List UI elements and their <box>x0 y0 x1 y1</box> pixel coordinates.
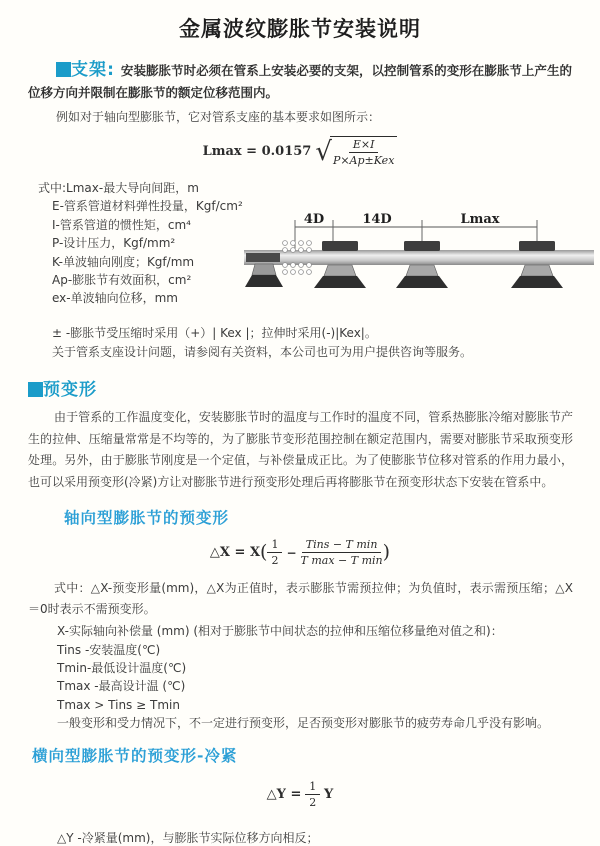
anchor-support <box>245 253 283 287</box>
diagram-label-lmax: Lmax <box>460 212 500 227</box>
definition-line: ex-单波轴向位移，mm <box>52 291 178 306</box>
lateral-note-line: △Y -冷紧量(mm)，与膨胀节实际位移方向相反； <box>57 830 319 845</box>
support-section-intro <box>28 59 572 104</box>
open-paren: ( <box>260 541 268 564</box>
temp-frac-numerator: Tins − T min <box>302 538 382 553</box>
definition-line: 式中:Lmax-最大导向间距，m <box>38 181 199 195</box>
definitions-and-diagram-zone <box>0 179 600 324</box>
lateral-formula-lhs: △Y = <box>266 786 302 802</box>
axial-line: X-实际轴向补偿量 (mm) (相对于膨胀节中间状态的拉伸和压缩位移量绝对值之和)： <box>57 624 503 639</box>
axial-line: Tmax -最高设计温 (℃) <box>57 679 186 694</box>
preform-body-paragraph: 由于管系的工作温度变化，安装膨胀节时的温度与工作时的温度不同，管系热膨胀冷缩对膨胀节产生的拉伸、压缩量常常是不均等的，为了膨胀节变形范围控制在额定范围内，需要对膨胀节采取预变形处理。另外，由于膨胀节刚度是一个定值，与补偿量成正比。为了使膨胀节位移对管系的作用力最小，也可以采用预变形(冷紧)方让对膨胀节进行预变形处理后再将膨胀节在预变形状态下安装在管系中。 <box>28 410 573 489</box>
axial-symbol-list <box>57 622 600 732</box>
blue-square-icon <box>28 382 43 397</box>
close-paren: ) <box>382 541 391 564</box>
preform-section-header <box>28 375 600 400</box>
page-title: 金属波纹膨胀节安装说明 <box>179 17 421 41</box>
definition-line: E-管系管道材料弹性投量，Kgf/cm² <box>52 199 243 214</box>
axial-preform-subheading: 轴向型膨胀节的预变形 <box>64 509 230 528</box>
definition-line: K-单波轴向刚度；Kgf/mm <box>52 254 195 269</box>
support-section-heading: 支架: <box>71 60 115 80</box>
lateral-half-numerator: 1 <box>305 780 320 795</box>
lmax-formula <box>0 136 600 167</box>
lmax-formula-denominator: P×Ap±Kex <box>332 154 395 167</box>
lateral-preform-subheading: 横向型膨胀节的预变形-冷紧 <box>32 746 238 765</box>
definition-line: P-设计压力，Kgf/mm² <box>52 236 176 251</box>
temp-frac-denominator: T max − T min <box>300 554 383 568</box>
lateral-half-denominator: 2 <box>309 795 317 809</box>
diagram-label-4d: 4D <box>303 212 325 227</box>
diagram-label-14d: 14D <box>362 212 392 227</box>
pipe-support-diagram <box>240 212 598 307</box>
half-numerator: 1 <box>267 538 282 553</box>
preform-section-heading: 预变形 <box>43 380 97 401</box>
axial-line: 一般变形和受力情况下，不一定进行预变形，足否预变形对膨胀节的疲劳寿命几乎没有影响。 <box>57 716 550 731</box>
axial-formula-lhs: △X = X <box>209 545 261 561</box>
axial-preform-formula <box>0 538 600 567</box>
definition-line: Ap-膨胀节有效面积，cm² <box>52 273 192 288</box>
definition-line: I-管系管道的惯性矩，cm⁴ <box>52 217 191 232</box>
lmax-formula-lhs: Lmax = 0.0157 <box>202 144 312 159</box>
support-intro-text: 安装膨胀节时必须在管系上安装必要的支架，以控制管系的变形在膨胀节上产生的位移方向并限制在膨胀节的额定位移范围内。 <box>28 63 572 100</box>
sqrt-radicand <box>330 136 397 167</box>
lmax-formula-numerator: E×I <box>349 138 379 153</box>
half-denominator: 2 <box>271 554 279 568</box>
sqrt-radical: √ <box>315 136 332 167</box>
pipe <box>244 250 594 265</box>
lateral-preform-formula <box>0 780 600 809</box>
lateral-formula-rhs: Y <box>324 786 334 802</box>
axial-explain-paragraph: 式中：△X-预变形量(mm)，△X为正值时，表示膨胀节需预拉伸；为负值时，表示需预压缩；△X＝0时表示不需预变形。 <box>28 581 573 617</box>
axial-line: Tins -安装温度(℃) <box>57 642 161 657</box>
support-example-line: 例如对于轴向型膨胀节，它对管系支座的基本要求如图所示： <box>56 110 381 124</box>
blue-square-icon <box>56 62 71 77</box>
axial-line: Tmin-最低设计温度(℃) <box>57 661 187 675</box>
minus-sign: − <box>286 545 297 560</box>
service-note: 关于管系支座设计问题，请参阅有关资料，本公司也可为用户提供咨询等服务。 <box>52 344 473 359</box>
axial-line: Tmax > Tins ≥ Tmin <box>57 697 180 712</box>
plus-minus-note: ± -膨胀节受压缩时采用（+）| Kex |；拉伸时采用(-)|Kex|。 <box>52 326 377 340</box>
